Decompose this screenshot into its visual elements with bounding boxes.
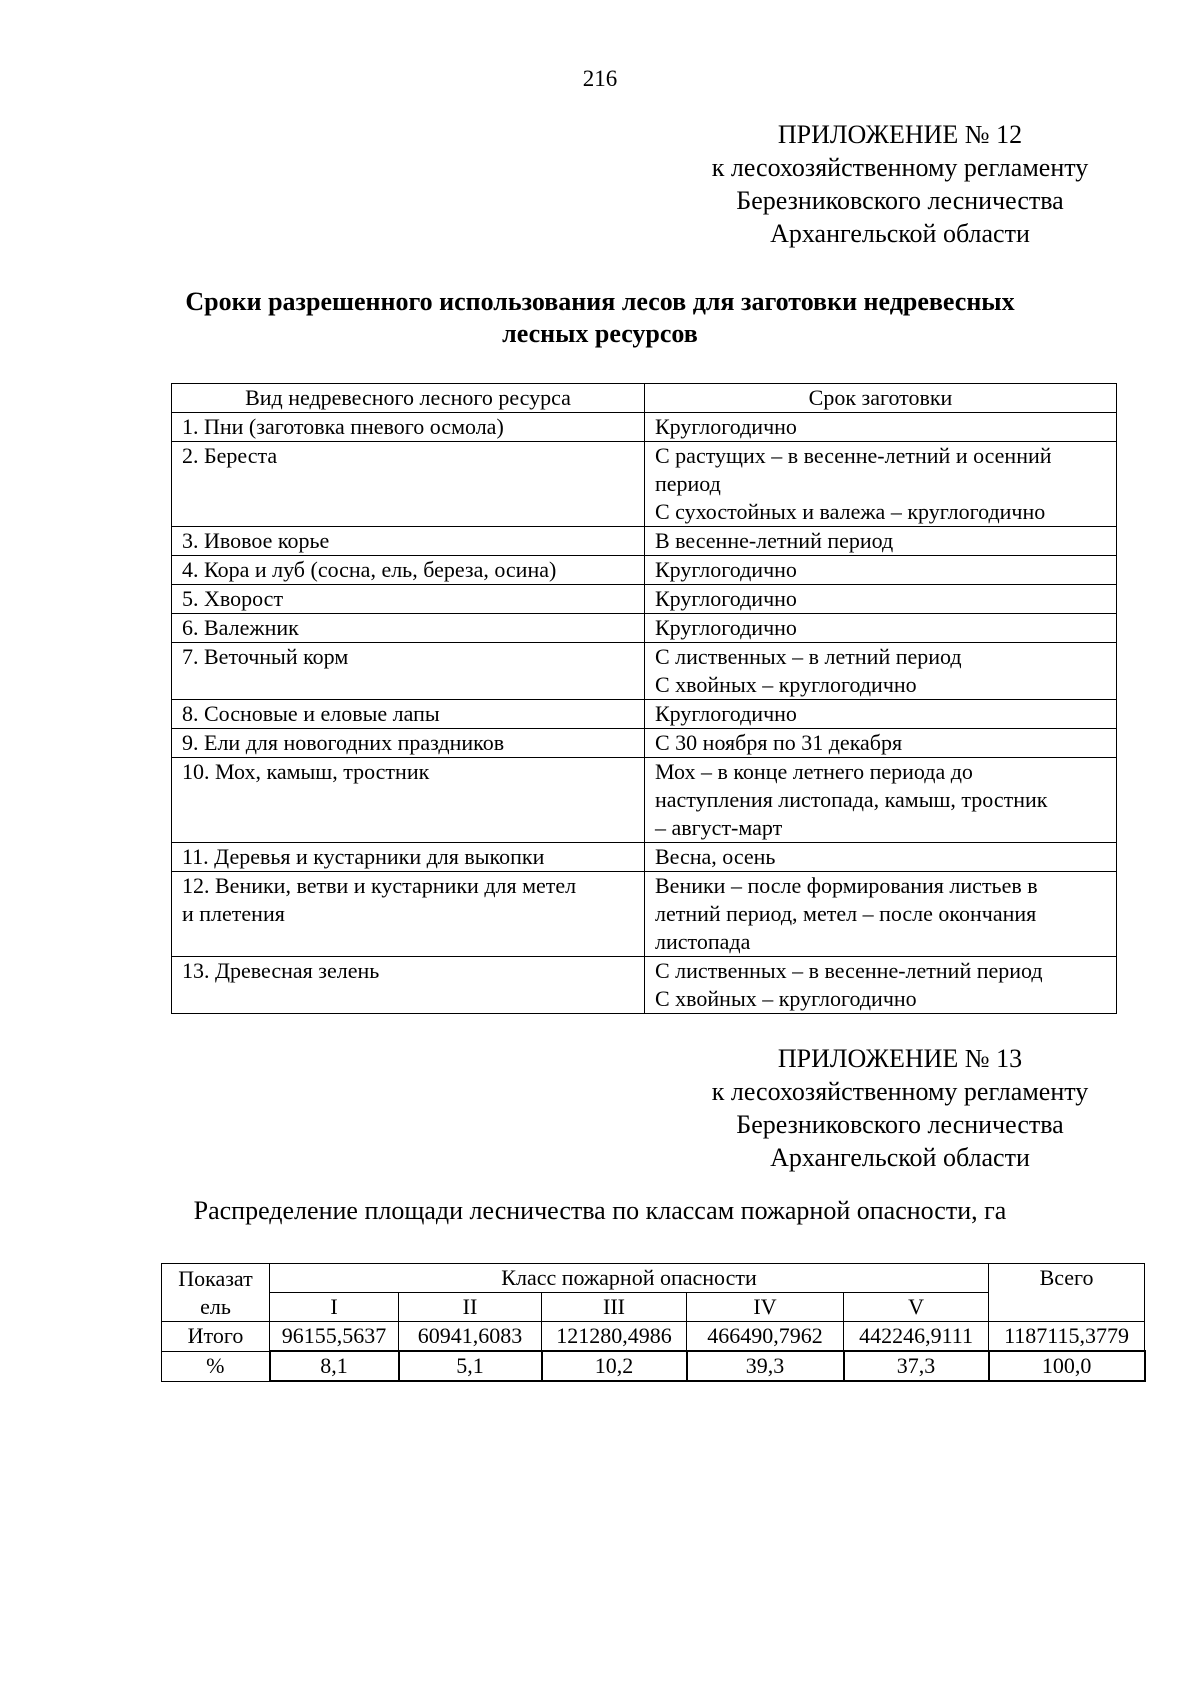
period-cell-line: С лиственных – в летний период — [655, 644, 962, 669]
appendix-12-line: к лесохозяйственному регламенту — [711, 153, 1089, 182]
period-cell-line: Круглогодично — [655, 586, 797, 611]
table-cell: 60941,6083 — [399, 1322, 542, 1352]
resource-cell — [172, 643, 645, 700]
table-1-title — [120, 286, 1080, 350]
table-row — [172, 957, 1117, 1014]
resource-cell-line: 1. Пни (заготовка пневого осмола) — [182, 414, 504, 439]
resources-table-body — [172, 413, 1117, 1014]
period-cell — [645, 442, 1117, 527]
resource-cell — [172, 556, 645, 585]
class-header: I — [270, 1293, 399, 1322]
appendix-13-line: к лесохозяйственному регламенту — [711, 1077, 1089, 1106]
fire-class-table — [161, 1263, 1146, 1382]
resource-cell — [172, 872, 645, 957]
appendix-13-header — [690, 1042, 1110, 1174]
period-cell-line: Весна, осень — [655, 844, 776, 869]
resource-cell — [172, 614, 645, 643]
table-row — [172, 843, 1117, 872]
period-cell — [645, 585, 1117, 614]
period-cell — [645, 614, 1117, 643]
period-cell — [645, 729, 1117, 758]
table-header-row — [172, 384, 1117, 413]
period-cell-line: период — [655, 471, 721, 496]
period-cell — [645, 556, 1117, 585]
resource-cell — [172, 527, 645, 556]
period-cell-line: С растущих – в весенне-летний и осенний — [655, 443, 1052, 468]
table-1-title-line: Сроки разрешенного использования лесов для заготовки недревесных — [185, 287, 1015, 316]
resource-cell-line: 4. Кора и луб (сосна, ель, береза, осина) — [182, 557, 557, 582]
table-cell: 37,3 — [844, 1351, 989, 1381]
period-cell-line: С хвойных – круглогодично — [655, 672, 917, 697]
period-cell — [645, 527, 1117, 556]
table-row — [172, 758, 1117, 843]
period-cell — [645, 643, 1117, 700]
total-cell: 1187115,3779 — [989, 1322, 1145, 1352]
resource-column-header: Вид недревесного лесного ресурса — [172, 384, 645, 413]
table-row — [172, 729, 1117, 758]
period-cell-line: С хвойных – круглогодично — [655, 986, 917, 1011]
table-row — [172, 585, 1117, 614]
table-cell: 39,3 — [687, 1351, 844, 1381]
period-cell-line: листопада — [655, 929, 751, 954]
indicator-header-line: Показат — [178, 1265, 253, 1291]
period-cell — [645, 413, 1117, 442]
table-row — [172, 556, 1117, 585]
resource-cell — [172, 843, 645, 872]
resource-cell-line: 5. Хворост — [182, 586, 284, 611]
fire-class-header: Класс пожарной опасности — [270, 1264, 989, 1293]
table-row — [172, 643, 1117, 700]
table-row — [162, 1351, 1145, 1381]
class-header: III — [542, 1293, 687, 1322]
table-1-title-line: лесных ресурсов — [502, 319, 698, 348]
resource-cell — [172, 758, 645, 843]
resource-cell-line: и плетения — [182, 901, 285, 926]
table-cell: 442246,9111 — [844, 1322, 989, 1352]
resource-cell-line: 8. Сосновые и еловые лапы — [182, 701, 440, 726]
period-cell-line: С лиственных – в весенне-летний период — [655, 958, 1043, 983]
table-row — [172, 700, 1117, 729]
period-column-header: Срок заготовки — [645, 384, 1117, 413]
page-number: 216 — [582, 66, 618, 91]
table-row — [172, 442, 1117, 527]
period-cell-line: Мох – в конце летнего периода до — [655, 759, 973, 784]
period-cell-line: Круглогодично — [655, 701, 797, 726]
resource-cell-line: 10. Мох, камыш, тростник — [182, 759, 430, 784]
row-label: % — [162, 1351, 270, 1381]
period-cell-line: Круглогодично — [655, 414, 797, 439]
table-header-row — [162, 1264, 1145, 1293]
resource-cell — [172, 700, 645, 729]
resource-cell-line: 13. Древесная зелень — [182, 958, 380, 983]
table-2-title: Распределение площади лесничества по классам пожарной опасности, га — [193, 1196, 1007, 1225]
appendix-12-header — [690, 118, 1110, 250]
period-cell — [645, 758, 1117, 843]
resource-cell — [172, 585, 645, 614]
table-row — [172, 614, 1117, 643]
period-cell-line: Круглогодично — [655, 615, 797, 640]
period-cell — [645, 700, 1117, 729]
class-header: V — [844, 1293, 989, 1322]
table-row — [172, 413, 1117, 442]
period-cell-line: наступления листопада, камыш, тростник — [655, 787, 1048, 812]
period-cell-line: Веники – после формирования листьев в — [655, 873, 1038, 898]
class-header: II — [399, 1293, 542, 1322]
table-cell: 10,2 — [542, 1351, 687, 1381]
period-cell — [645, 872, 1117, 957]
table-cell: 5,1 — [399, 1351, 542, 1381]
period-cell-line: С сухостойных и валежа – круглогодично — [655, 499, 1046, 524]
resource-cell-line: 11. Деревья и кустарники для выкопки — [182, 844, 545, 869]
table-cell: 466490,7962 — [687, 1322, 844, 1352]
appendix-12-line: ПРИЛОЖЕНИЕ № 12 — [777, 120, 1023, 149]
period-cell-line: С 30 ноября по 31 декабря — [655, 730, 903, 755]
table-row — [172, 527, 1117, 556]
period-cell — [645, 957, 1117, 1014]
period-cell-line: летний период, метел – после окончания — [655, 901, 1037, 926]
period-cell-line: – август-март — [655, 815, 783, 840]
resource-cell-line: 2. Береста — [182, 443, 278, 468]
period-cell-line: В весенне-летний период — [655, 528, 894, 553]
indicator-header-line: ель — [200, 1293, 231, 1319]
resources-table — [171, 383, 1117, 1014]
class-header: IV — [687, 1293, 844, 1322]
table-row — [162, 1322, 1145, 1352]
resource-cell — [172, 413, 645, 442]
total-header: Всего — [989, 1264, 1145, 1322]
period-cell — [645, 843, 1117, 872]
resource-cell-line: 6. Валежник — [182, 615, 299, 640]
resource-cell — [172, 729, 645, 758]
period-cell-line: Круглогодично — [655, 557, 797, 582]
resource-cell-line: 12. Веники, ветви и кустарники для метел — [182, 873, 577, 898]
table-cell: 121280,4986 — [542, 1322, 687, 1352]
resource-cell-line: 7. Веточный корм — [182, 644, 349, 669]
total-cell: 100,0 — [989, 1351, 1145, 1381]
table-row — [172, 872, 1117, 957]
appendix-13-line: Березниковского лесничества — [736, 1110, 1064, 1139]
appendix-12-line: Березниковского лесничества — [736, 186, 1064, 215]
indicator-header — [162, 1264, 270, 1322]
resource-cell-line: 9. Ели для новогодних праздников — [182, 730, 505, 755]
appendix-13-line: Архангельской области — [770, 1143, 1030, 1172]
resource-cell-line: 3. Ивовое корье — [182, 528, 330, 553]
row-label: Итого — [162, 1322, 270, 1352]
table-cell: 8,1 — [270, 1351, 399, 1381]
resource-cell — [172, 957, 645, 1014]
table-cell: 96155,5637 — [270, 1322, 399, 1352]
appendix-13-line: ПРИЛОЖЕНИЕ № 13 — [777, 1044, 1023, 1073]
appendix-12-line: Архангельской области — [770, 219, 1030, 248]
resource-cell — [172, 442, 645, 527]
